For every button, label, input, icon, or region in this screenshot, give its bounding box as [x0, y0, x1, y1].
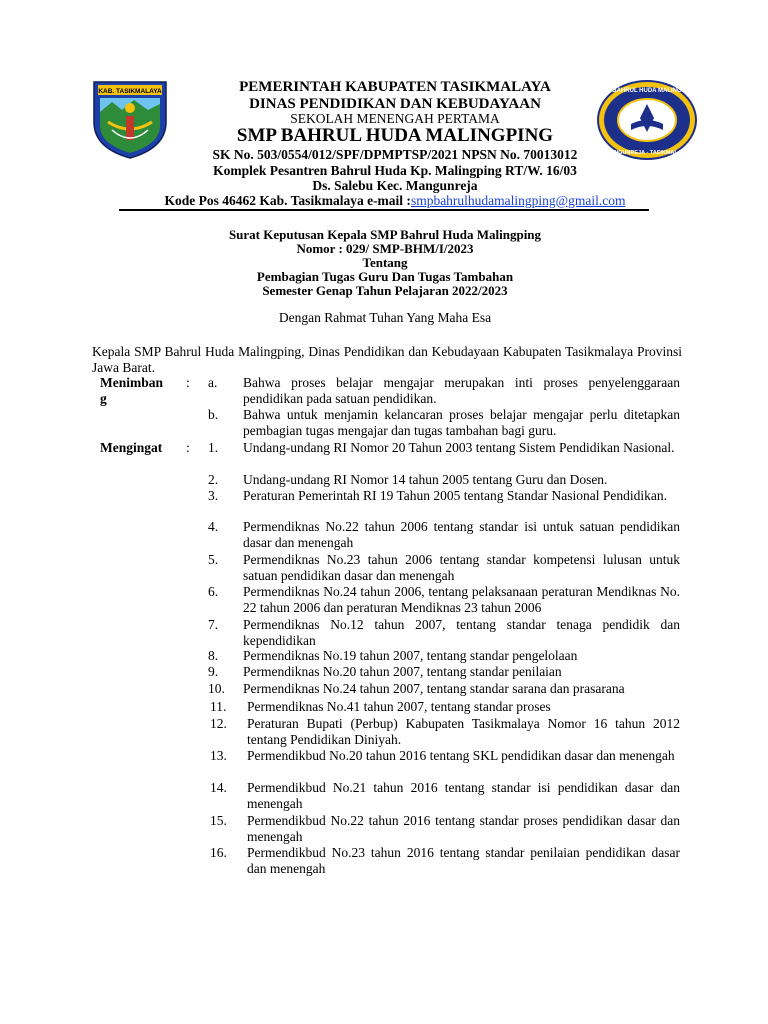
mengingat-item-text: Permendikbud No.21 tahun 2016 tentang standar isi pendidikan dasar dan menengah — [247, 780, 680, 811]
mengingat-item-text: Permendiknas No.24 tahun 2007, tentang standar sarana dan prasarana — [243, 681, 625, 696]
mengingat-item-text: Peraturan Pemerintah RI 19 Tahun 2005 tentang Standar Nasional Pendidikan. — [243, 488, 667, 503]
mengingat-item-number: 2. — [208, 472, 219, 487]
mengingat-item-text: Permendikbud No.23 tahun 2016 tentang standar penilaian pendidikan dasar dan menengah — [247, 845, 680, 876]
menimbang-item-number: a. — [208, 375, 218, 390]
letterhead-school-type: SEKOLAH MENENGAH PERTAMA — [290, 111, 500, 126]
mengingat-item-number: 10. — [208, 681, 225, 696]
mengingat-item-number: 1. — [208, 440, 219, 455]
left-logo-text: KAB. TASIKMALAYA — [98, 88, 162, 95]
letterhead-postal-email — [100, 193, 690, 209]
mengingat-item-number: 12. — [210, 716, 227, 731]
letterhead-divider — [119, 209, 649, 211]
mengingat-item-number: 4. — [208, 519, 219, 534]
mengingat-item-text: Permendiknas No.41 tahun 2007, tentang standar proses — [247, 699, 551, 714]
mengingat-item-number: 11. — [210, 699, 227, 714]
menimbang-item-number: b. — [208, 407, 219, 422]
right-logo-text: SMP BAHRUL HUDA MALINGPING — [597, 88, 697, 94]
mengingat-item-number: 6. — [208, 584, 219, 599]
mengingat-item-number: 16. — [210, 845, 227, 860]
letterhead-address: Komplek Pesantren Bahrul Huda Kp. Malingping RT/W. 16/03 — [213, 163, 577, 178]
menimbang-colon: : — [186, 375, 190, 390]
intro-paragraph: Kepala SMP Bahrul Huda Malingping, Dinas Pendidikan dan Kebudayaan Kabupaten Tasikmalaya Provinsi Jawa Barat. — [92, 344, 682, 375]
mengingat-item-number: 13. — [210, 748, 227, 763]
mengingat-item-number: 7. — [208, 617, 219, 632]
mengingat-item-number: 15. — [210, 813, 227, 828]
mengingat-colon: : — [186, 440, 190, 455]
letterhead-government: PEMERINTAH KABUPATEN TASIKMALAYA — [239, 79, 551, 95]
mengingat-item-number: 5. — [208, 552, 219, 567]
mengingat-label: Mengingat — [100, 440, 163, 455]
postal-code-text: Kode Pos 46462 Kab. Tasikmalaya e-mail : — [164, 193, 411, 208]
letterhead-sk-number: SK No. 503/0554/012/SPF/DPMPTSP/2021 NPSN No. 70013012 — [212, 147, 578, 162]
blessing-line: Dengan Rahmat Tuhan Yang Maha Esa — [278, 310, 492, 325]
mengingat-item-text: Undang-undang RI Nomor 20 Tahun 2003 tentang Sistem Pendidikan Nasional. — [243, 440, 675, 455]
mengingat-item-text: Peraturan Bupati (Perbup) Kabupaten Tasikmalaya Nomor 16 tahun 2012 tentang Pendidikan Diniyah. — [247, 716, 680, 747]
right-logo-sub: MANGUNREJA - TASIKMALAYA — [605, 150, 689, 156]
decree-number: Nomor : 029/ SMP-BHM/I/2023 — [296, 241, 474, 256]
decree-subject: Pembagian Tugas Guru Dan Tugas Tambahan — [256, 269, 514, 284]
mengingat-item-text: Permendiknas No.24 tahun 2006, tentang pelaksanaan peraturan Mendiknas No. 22 tahun 2006 dan peraturan Mendiknas 23 tahun 2006 — [243, 584, 680, 615]
mengingat-item-text: Permendiknas No.12 tahun 2007, tentang standar tenaga pendidik dan kependidikan — [243, 617, 680, 648]
decree-about: Tentang — [362, 255, 408, 270]
mengingat-item-number: 8. — [208, 648, 219, 663]
decree-title: Surat Keputusan Kepala SMP Bahrul Huda Malingping — [228, 227, 542, 242]
decree-semester: Semester Genap Tahun Pelajaran 2022/2023 — [262, 283, 508, 298]
mengingat-item-text: Permendikbud No.20 tahun 2016 tentang SKL pendidikan dasar dan menengah — [247, 748, 675, 763]
menimbang-item-text: Bahwa proses belajar mengajar merupakan inti proses penyelenggaraan pendidikan pada satuan pendidikan. — [243, 375, 680, 406]
mengingat-item-text: Permendiknas No.19 tahun 2007, tentang standar pengelolaan — [243, 648, 578, 663]
mengingat-item-text: Undang-undang RI Nomor 14 tahun 2005 tentang Guru dan Dosen. — [243, 472, 608, 487]
menimbang-label: Menimban g — [100, 375, 164, 406]
menimbang-item-text: Bahwa untuk menjamin kelancaran proses belajar mengajar perlu ditetapkan pembagian tugas mengajar dan tugas tambahan bagi guru. — [243, 407, 680, 438]
letterhead-department: DINAS PENDIDIKAN DAN KEBUDAYAAN — [249, 96, 541, 112]
mengingat-item-number: 3. — [208, 488, 219, 503]
mengingat-item-number: 14. — [210, 780, 227, 795]
mengingat-item-text: Permendiknas No.22 tahun 2006 tentang standar isi untuk satuan pendidikan dasar dan menengah — [243, 519, 680, 550]
mengingat-item-text: Permendiknas No.20 tahun 2007, tentang standar penilaian — [243, 664, 562, 679]
email-link[interactable]: smpbahrulhudamalingping@gmail.com — [410, 193, 626, 208]
letterhead-school-name: SMP BAHRUL HUDA MALINGPING — [236, 125, 554, 146]
letterhead-village: Ds. Salebu Kec. Mangunreja — [312, 178, 478, 193]
mengingat-item-number: 9. — [208, 664, 219, 679]
mengingat-item-text: Permendiknas No.23 tahun 2006 tentang standar kompetensi lulusan untuk satuan pendidikan dasar dan menengah — [243, 552, 680, 583]
mengingat-item-text: Permendikbud No.22 tahun 2016 tentang standar proses pendidikan dasar dan menengah — [247, 813, 680, 844]
